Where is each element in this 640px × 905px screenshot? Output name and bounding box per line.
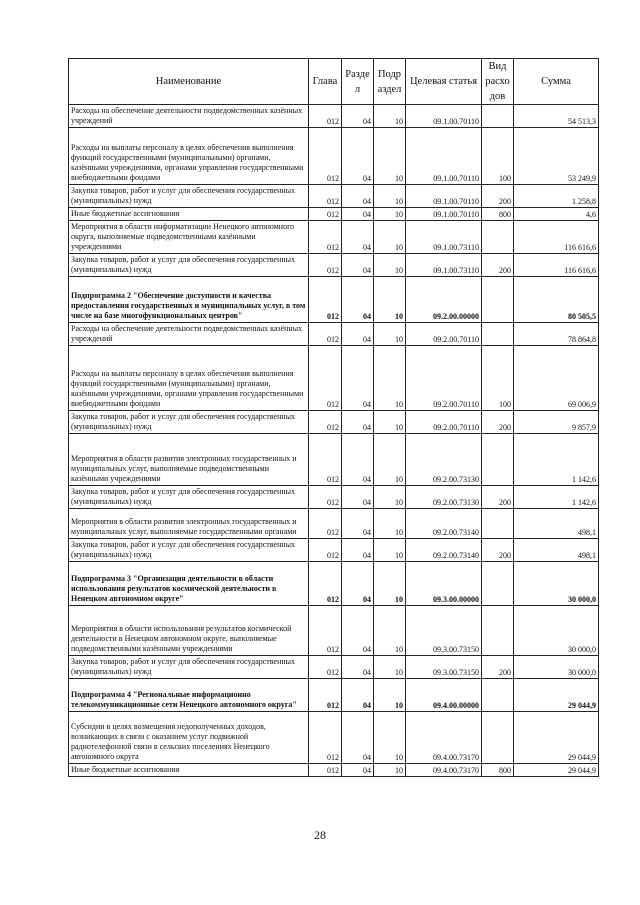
row-subsection: 10	[374, 539, 406, 562]
table-row	[69, 128, 599, 185]
table-row	[69, 221, 599, 254]
row-section: 04	[342, 185, 374, 208]
row-subsection: 10	[374, 346, 406, 411]
row-section: 04	[342, 208, 374, 221]
row-chapter: 012	[309, 277, 342, 323]
row-sum: 498,1	[514, 509, 599, 539]
row-chapter: 012	[309, 764, 342, 777]
header-subsection: Подр аздел	[374, 59, 406, 105]
row-chapter: 012	[309, 208, 342, 221]
header-sum: Сумма	[514, 59, 599, 105]
row-subsection: 10	[374, 434, 406, 486]
row-sum: 80 505,5	[514, 277, 599, 323]
row-expense-type: 200	[482, 185, 514, 208]
row-subsection: 10	[374, 509, 406, 539]
row-section: 04	[342, 486, 374, 509]
row-name: Расходы на выплаты персоналу в целях обеспечения выполнения функций государственными (муниципальными) органами, казёнными учреждениями, органами управления государственными внебюджетными фондами	[69, 346, 309, 411]
row-subsection: 10	[374, 128, 406, 185]
row-expense-type	[482, 105, 514, 128]
row-name: Расходы на обеспечение деятельности подведомственных казённых учреждений	[69, 105, 309, 128]
row-sum: 30 000,0	[514, 656, 599, 679]
row-target-article: 09.2.00.73130	[406, 486, 482, 509]
row-subsection: 10	[374, 679, 406, 712]
header-target-article: Целевая статья	[406, 59, 482, 105]
row-expense-type: 100	[482, 128, 514, 185]
table-row	[69, 562, 599, 606]
row-expense-type: 800	[482, 208, 514, 221]
row-expense-type	[482, 221, 514, 254]
row-target-article: 09.1.00.70110	[406, 208, 482, 221]
row-chapter: 012	[309, 254, 342, 277]
row-target-article: 09.2.00.73140	[406, 539, 482, 562]
row-section: 04	[342, 679, 374, 712]
row-sum: 29 044,9	[514, 764, 599, 777]
row-sum: 54 513,3	[514, 105, 599, 128]
row-target-article: 09.3.00.00000	[406, 562, 482, 606]
row-expense-type	[482, 434, 514, 486]
row-section: 04	[342, 105, 374, 128]
row-sum: 4,6	[514, 208, 599, 221]
row-sum: 29 044,9	[514, 679, 599, 712]
table-row	[69, 509, 599, 539]
row-sum: 30 000,0	[514, 606, 599, 656]
row-subsection: 10	[374, 254, 406, 277]
row-chapter: 012	[309, 679, 342, 712]
row-section: 04	[342, 254, 374, 277]
header-expense-type: Вид расхо дов	[482, 59, 514, 105]
row-name: Мероприятия в области использования результатов космической деятельности в Ненецком автономном округе, выполняемые подведомственными казёнными учреждениями	[69, 606, 309, 656]
row-chapter: 012	[309, 323, 342, 346]
row-chapter: 012	[309, 128, 342, 185]
row-name: Мероприятия в области информатизации Ненецкого автономного округа, выполняемые подведомственными казёнными учреждениями	[69, 221, 309, 254]
row-target-article: 09.1.00.70110	[406, 105, 482, 128]
row-name: Закупка товаров, работ и услуг для обеспечения государственных (муниципальных) нужд	[69, 656, 309, 679]
row-section: 04	[342, 539, 374, 562]
row-name: Расходы на обеспечение деятельности подведомственных казённых учреждений	[69, 323, 309, 346]
row-chapter: 012	[309, 656, 342, 679]
row-target-article: 09.2.00.70110	[406, 323, 482, 346]
row-expense-type: 200	[482, 254, 514, 277]
table-row	[69, 712, 599, 764]
header-name: Наименование	[69, 59, 309, 105]
row-name: Закупка товаров, работ и услуг для обеспечения государственных (муниципальных) нужд	[69, 486, 309, 509]
table-row	[69, 346, 599, 411]
row-chapter: 012	[309, 509, 342, 539]
row-target-article: 09.3.00.73150	[406, 606, 482, 656]
row-section: 04	[342, 323, 374, 346]
row-section: 04	[342, 712, 374, 764]
row-expense-type	[482, 679, 514, 712]
row-subsection: 10	[374, 208, 406, 221]
row-expense-type	[482, 712, 514, 764]
row-section: 04	[342, 434, 374, 486]
table-header-row	[69, 59, 599, 105]
row-expense-type	[482, 562, 514, 606]
row-expense-type	[482, 509, 514, 539]
row-subsection: 10	[374, 185, 406, 208]
row-subsection: 10	[374, 606, 406, 656]
row-target-article: 09.4.00.73170	[406, 764, 482, 777]
row-name: Подпрограмма 2 "Обеспечение доступности и качества предоставления государственных и муниципальных услуг, в том числе на базе многофункциональных центров"	[69, 277, 309, 323]
row-subsection: 10	[374, 323, 406, 346]
row-sum: 9 857,9	[514, 411, 599, 434]
table-body	[69, 105, 599, 777]
row-name: Подпрограмма 4 "Региональные информационно телекоммуникационные сети Ненецкого автономного округа"	[69, 679, 309, 712]
row-section: 04	[342, 562, 374, 606]
row-expense-type	[482, 606, 514, 656]
row-section: 04	[342, 656, 374, 679]
page-number: 28	[314, 828, 326, 842]
row-subsection: 10	[374, 486, 406, 509]
row-sum: 29 044,9	[514, 712, 599, 764]
row-sum: 78 864,8	[514, 323, 599, 346]
row-target-article: 09.2.00.70110	[406, 346, 482, 411]
row-subsection: 10	[374, 105, 406, 128]
row-subsection: 10	[374, 277, 406, 323]
row-section: 04	[342, 346, 374, 411]
row-chapter: 012	[309, 712, 342, 764]
row-subsection: 10	[374, 764, 406, 777]
row-expense-type: 200	[482, 539, 514, 562]
row-expense-type: 100	[482, 346, 514, 411]
row-section: 04	[342, 128, 374, 185]
row-target-article: 09.1.00.70110	[406, 185, 482, 208]
row-section: 04	[342, 277, 374, 323]
row-expense-type: 800	[482, 764, 514, 777]
row-section: 04	[342, 221, 374, 254]
row-chapter: 012	[309, 221, 342, 254]
row-chapter: 012	[309, 434, 342, 486]
row-target-article: 09.2.00.70110	[406, 411, 482, 434]
row-expense-type: 200	[482, 411, 514, 434]
row-name: Закупка товаров, работ и услуг для обеспечения государственных (муниципальных) нужд	[69, 411, 309, 434]
row-chapter: 012	[309, 346, 342, 411]
table-row	[69, 486, 599, 509]
row-target-article: 09.4.00.00000	[406, 679, 482, 712]
row-target-article: 09.1.00.73110	[406, 254, 482, 277]
table-row	[69, 606, 599, 656]
row-name: Мероприятия в области развития электронных государственных и муниципальных услуг, выполняемые подведомственными казёнными учреждениями	[69, 434, 309, 486]
table-row	[69, 679, 599, 712]
budget-table-container	[68, 58, 598, 777]
table-row	[69, 105, 599, 128]
row-chapter: 012	[309, 185, 342, 208]
row-name: Иные бюджетные ассигнования	[69, 208, 309, 221]
budget-table	[68, 58, 599, 777]
row-name: Иные бюджетные ассигнования	[69, 764, 309, 777]
row-sum: 1 142,6	[514, 486, 599, 509]
row-chapter: 012	[309, 486, 342, 509]
row-sum: 116 616,6	[514, 221, 599, 254]
table-row	[69, 277, 599, 323]
row-target-article: 09.2.00.00000	[406, 277, 482, 323]
row-name: Расходы на выплаты персоналу в целях обеспечения выполнения функций государственными (муниципальными) органами, казёнными учреждениями, органами управления государственными внебюджетными фондами	[69, 128, 309, 185]
row-section: 04	[342, 509, 374, 539]
row-chapter: 012	[309, 539, 342, 562]
row-expense-type: 200	[482, 656, 514, 679]
row-section: 04	[342, 411, 374, 434]
table-row	[69, 185, 599, 208]
row-subsection: 10	[374, 656, 406, 679]
row-expense-type	[482, 277, 514, 323]
row-section: 04	[342, 764, 374, 777]
row-subsection: 10	[374, 562, 406, 606]
row-name: Подпрограмма 3 "Организация деятельности в области использования результатов космической деятельности в Ненецком автономном округе"	[69, 562, 309, 606]
table-row	[69, 411, 599, 434]
row-sum: 1 142,6	[514, 434, 599, 486]
row-name: Мероприятия в области развития электронных государственных и муниципальных услуг, выполняемые государственными органами	[69, 509, 309, 539]
row-target-article: 09.4.00.73170	[406, 712, 482, 764]
row-target-article: 09.2.00.73140	[406, 509, 482, 539]
row-chapter: 012	[309, 105, 342, 128]
row-sum: 69 006,9	[514, 346, 599, 411]
row-target-article: 09.1.00.73110	[406, 221, 482, 254]
table-row	[69, 208, 599, 221]
row-name: Закупка товаров, работ и услуг для обеспечения государственных (муниципальных) нужд	[69, 185, 309, 208]
row-chapter: 012	[309, 562, 342, 606]
row-name: Субсидии в целях возмещения недополученных доходов, возникающих в связи с оказанием услуг подвижной радиотелефонной связи в сельских поселениях Ненецкого автономного округа	[69, 712, 309, 764]
row-sum: 116 616,6	[514, 254, 599, 277]
row-target-article: 09.1.00.70110	[406, 128, 482, 185]
row-sum: 30 000,0	[514, 562, 599, 606]
row-target-article: 09.3.00.73150	[406, 656, 482, 679]
row-sum: 498,1	[514, 539, 599, 562]
row-subsection: 10	[374, 221, 406, 254]
row-target-article: 09.2.00.73130	[406, 434, 482, 486]
row-expense-type: 200	[482, 486, 514, 509]
row-expense-type	[482, 323, 514, 346]
table-row	[69, 254, 599, 277]
row-chapter: 012	[309, 606, 342, 656]
header-section: Разде л	[342, 59, 374, 105]
table-row	[69, 323, 599, 346]
table-row	[69, 539, 599, 562]
row-subsection: 10	[374, 712, 406, 764]
row-subsection: 10	[374, 411, 406, 434]
row-sum: 53 249,9	[514, 128, 599, 185]
row-section: 04	[342, 606, 374, 656]
row-name: Закупка товаров, работ и услуг для обеспечения государственных (муниципальных) нужд	[69, 254, 309, 277]
header-chapter: Глава	[309, 59, 342, 105]
row-name: Закупка товаров, работ и услуг для обеспечения государственных (муниципальных) нужд	[69, 539, 309, 562]
table-row	[69, 656, 599, 679]
row-sum: 1 258,8	[514, 185, 599, 208]
table-row	[69, 434, 599, 486]
table-row	[69, 764, 599, 777]
row-chapter: 012	[309, 411, 342, 434]
